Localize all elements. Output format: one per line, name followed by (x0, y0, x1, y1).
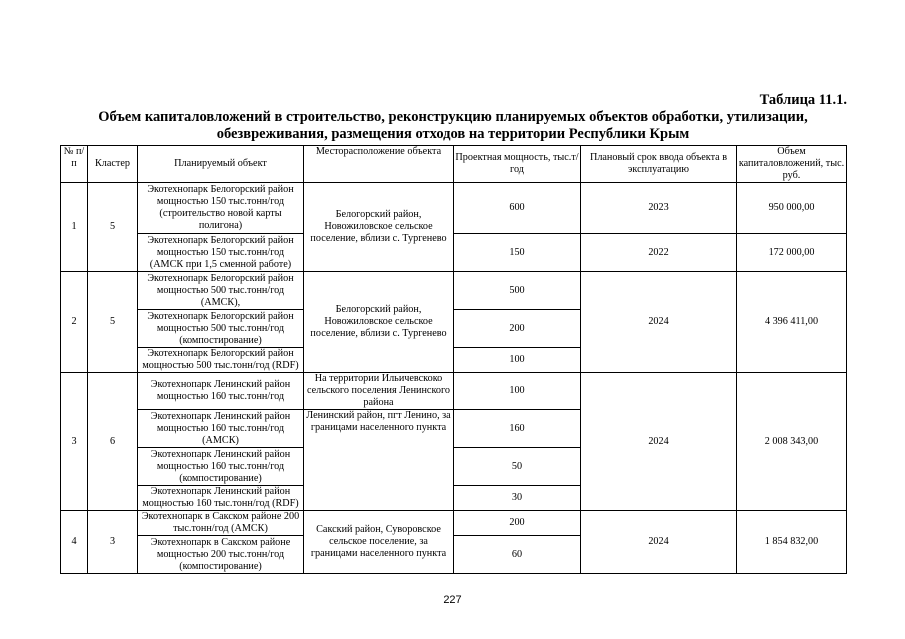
row-deadline: 2023 (581, 183, 737, 234)
row-capacity: 100 (454, 348, 581, 373)
row-object: Экотехнопарк Ленинский район мощностью 160 тыс.тонн/год (компостирование) (138, 448, 304, 486)
row-location: На территории Ильичевскоко сельского поселения Ленинского района (304, 373, 454, 410)
table-number: Таблица 11.1. (759, 92, 847, 108)
row-capacity: 60 (454, 536, 581, 574)
row-investment: 1 854 832,00 (737, 511, 847, 574)
row-object: Экотехнопарк Ленинский район мощностью 160 тыс.тонн/год (138, 373, 304, 410)
header-location: Месторасположение объекта (304, 146, 454, 183)
row-investment: 172 000,00 (737, 234, 847, 272)
row-object: Экотехнопарк Белогорский район мощностью 500 тыс.тонн/год (компостирование) (138, 310, 304, 348)
row-capacity: 50 (454, 448, 581, 486)
row-deadline: 2022 (581, 234, 737, 272)
header-deadline: Плановый срок ввода объекта в эксплуатацию (581, 146, 737, 183)
row-capacity: 100 (454, 373, 581, 410)
row-investment: 4 396 411,00 (737, 272, 847, 373)
header-investment: Объем капиталовложений, тыс. руб. (737, 146, 847, 183)
row-location: Белогорский район, Новожиловское сельское поселение, вблизи с. Тургенево (304, 272, 454, 373)
row-object: Экотехнопарк Белогорский район мощностью 500 тыс.тонн/год (АМСК), (138, 272, 304, 310)
row-num: 4 (61, 511, 88, 574)
row-object: Экотехнопарк Белогорский район мощностью 150 тыс.тонн/год (строительство новой карты полигона) (138, 183, 304, 234)
header-capacity: Проектная мощность, тыс.т/год (454, 146, 581, 183)
table-title (60, 109, 846, 143)
row-capacity: 30 (454, 486, 581, 511)
row-num: 1 (61, 183, 88, 272)
row-object: Экотехнопарк в Сакском районе 200 тыс.тонн/год (АМСК) (138, 511, 304, 536)
row-investment: 2 008 343,00 (737, 373, 847, 511)
row-location: Сакский район, Суворовское сельское поселение, за границами населенного пункта (304, 511, 454, 574)
row-capacity: 160 (454, 410, 581, 448)
table-title-line-1: Объем капиталовложений в строительство, реконструкцию планируемых объектов обработки, утилизации, (98, 109, 808, 125)
row-deadline: 2024 (581, 511, 737, 574)
row-capacity: 200 (454, 511, 581, 536)
row-object: Экотехнопарк Ленинский район мощностью 160 тыс.тонн/год (RDF) (138, 486, 304, 511)
row-cluster: 6 (88, 373, 138, 511)
row-capacity: 500 (454, 272, 581, 310)
page-number: 227 (443, 594, 462, 606)
row-object: Экотехнопарк Ленинский район мощностью 160 тыс.тонн/год (АМСК) (138, 410, 304, 448)
row-capacity: 150 (454, 234, 581, 272)
header-object: Планируемый объект (138, 146, 304, 183)
header-num: № п/п (61, 146, 88, 183)
table-row (61, 183, 847, 234)
row-object: Экотехнопарк Белогорский район мощностью 500 тыс.тонн/год (RDF) (138, 348, 304, 373)
row-deadline: 2024 (581, 373, 737, 511)
row-location: Белогорский район, Новожиловское сельское поселение, вблизи с. Тургенево (304, 183, 454, 272)
table-title-line-2: обезвреживания, размещения отходов на территории Республики Крым (216, 126, 690, 142)
row-num: 3 (61, 373, 88, 511)
table-row (61, 272, 847, 310)
row-cluster: 5 (88, 183, 138, 272)
header-row (61, 146, 847, 183)
row-object: Экотехнопарк в Сакском районе мощностью 200 тыс.тонн/год (компостирование) (138, 536, 304, 574)
row-investment: 950 000,00 (737, 183, 847, 234)
row-cluster: 3 (88, 511, 138, 574)
table-row (61, 234, 847, 272)
row-num: 2 (61, 272, 88, 373)
row-object: Экотехнопарк Белогорский район мощностью 150 тыс.тонн/год (АМСК при 1,5 сменной работе) (138, 234, 304, 272)
header-cluster: Кластер (88, 146, 138, 183)
table-row (61, 511, 847, 536)
investment-table (60, 145, 847, 574)
row-deadline: 2024 (581, 272, 737, 373)
row-cluster: 5 (88, 272, 138, 373)
row-capacity: 200 (454, 310, 581, 348)
table-row (61, 373, 847, 410)
row-capacity: 600 (454, 183, 581, 234)
row-location: Ленинский район, пгт Ленино, за границами населенного пункта (304, 410, 454, 511)
